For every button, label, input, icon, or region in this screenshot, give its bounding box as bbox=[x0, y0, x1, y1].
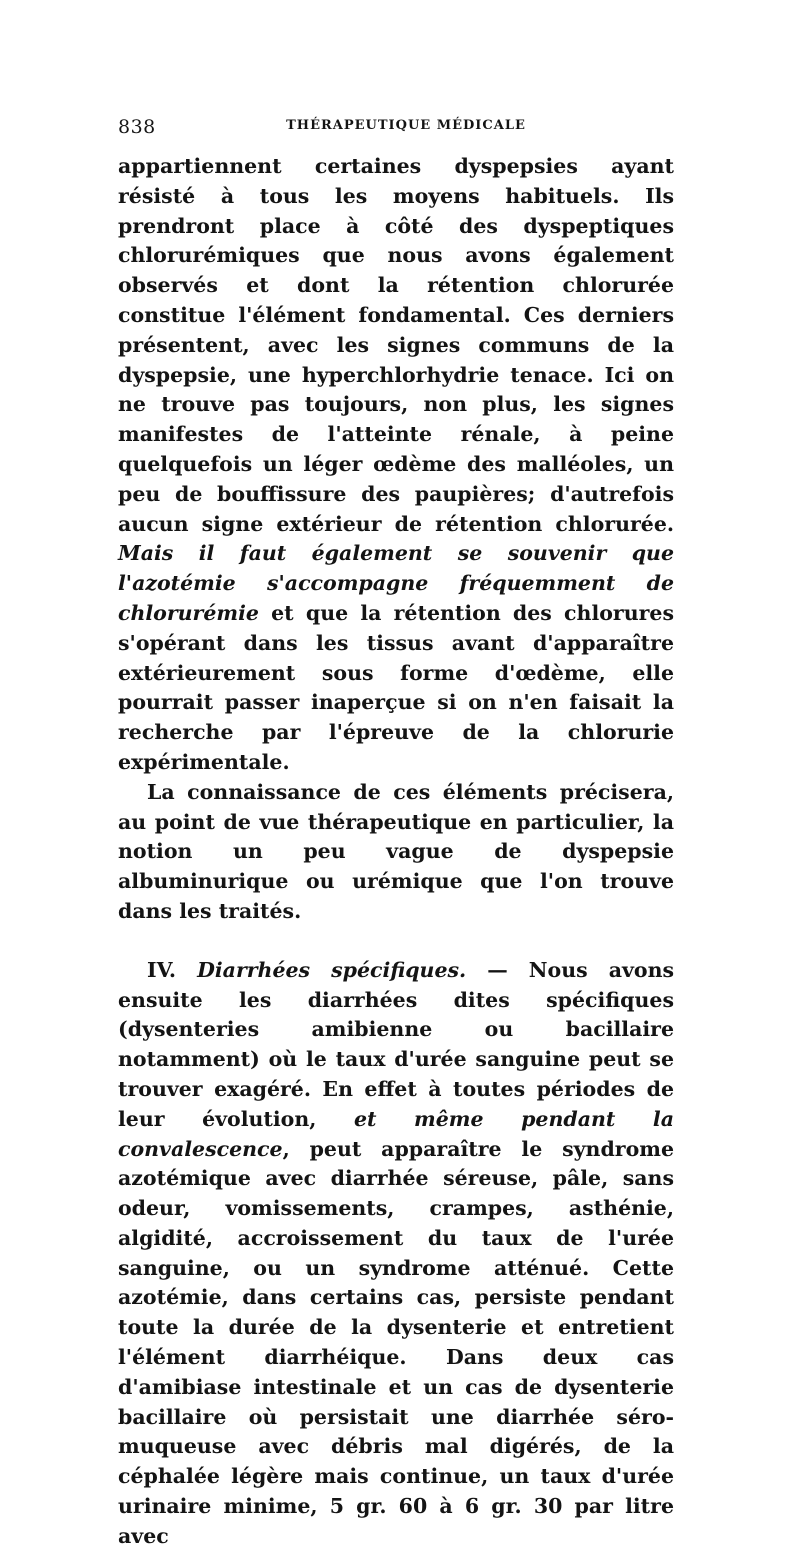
section-heading: Diarrhées spécifiques. bbox=[197, 957, 467, 982]
paragraph-connaissance bbox=[118, 778, 674, 927]
paragraph-text: , peut apparaître le syndrome azotémique avec diarrhée séreuse, pâle, sans odeur, vomissements, crampes, asthénie, algidité, accroissement du taux de l'urée sanguine, ou un syndrome atténué. Cette azotémie, dans certains cas, persiste pendant toute la durée de la dysenterie et entretient l'élément diarrhéique. Dans deux cas d'amibiase intestinale et un cas de dysenterie bacillaire où persistait une diarrhée séro-muqueuse avec débris mal digérés, de la céphalée légère mais continue, un taux d'urée urinaire minime, 5 gr. 60 à 6 gr. 30 par litre avec bbox=[118, 1136, 674, 1548]
section-spacer bbox=[118, 927, 674, 956]
paragraph-diarrhees bbox=[118, 956, 674, 1552]
body-text bbox=[118, 152, 674, 1552]
running-header bbox=[118, 116, 674, 140]
paragraph-text: — Nous avons ensuite les diarrhées dites spécifiques (dysenteries amibienne ou bacillaire notamment) où le taux d'urée sanguine peut se trouver exagéré. En effet à toutes périodes de leur évolution, bbox=[118, 957, 675, 1131]
paragraph-text: La connaissance de ces éléments précisera, au point de vue thérapeutique en particulier, la notion un peu vague de dyspepsie albuminurique ou urémique que l'on trouve dans les traités. bbox=[118, 779, 674, 923]
section-numeral: IV. bbox=[147, 957, 198, 982]
paragraph-text: et que la rétention des chlorures s'opérant dans les tissus avant d'apparaître extérieurement sous forme d'œdème, elle pourrait passer inaperçue si on n'en faisait la recherche par l'épreuve de la chlorurie expérimentale. bbox=[118, 600, 674, 774]
paragraph-text: appartiennent certaines dyspepsies ayant résisté à tous les moyens habituels. Ils prendront place à côté des dyspeptiques chlorurémiques que nous avons également observés et dont la rétention chlorurée constitue l'élément fondamental. Ces derniers présentent, avec les signes communs de la dyspepsie, une hyperchlorhydrie tenace. Ici on ne trouve pas toujours, non plus, les signes manifestes de l'atteinte rénale, à peine quelquefois un léger œdème des malléoles, un peu de bouffissure des paupières; d'autrefois aucun signe extérieur de rétention chlorurée. bbox=[118, 154, 674, 536]
paragraph-dyspepsies bbox=[118, 152, 674, 778]
italic-emphasis: et même pendant la convalescence bbox=[118, 1106, 674, 1161]
page-number: 838 bbox=[118, 116, 156, 138]
italic-emphasis: Mais il faut également se souvenir que l'azotémie s'accompagne fréquemment de chlorurémie bbox=[118, 541, 674, 625]
running-title: THÉRAPEUTIQUE MÉDICALE bbox=[286, 118, 526, 133]
